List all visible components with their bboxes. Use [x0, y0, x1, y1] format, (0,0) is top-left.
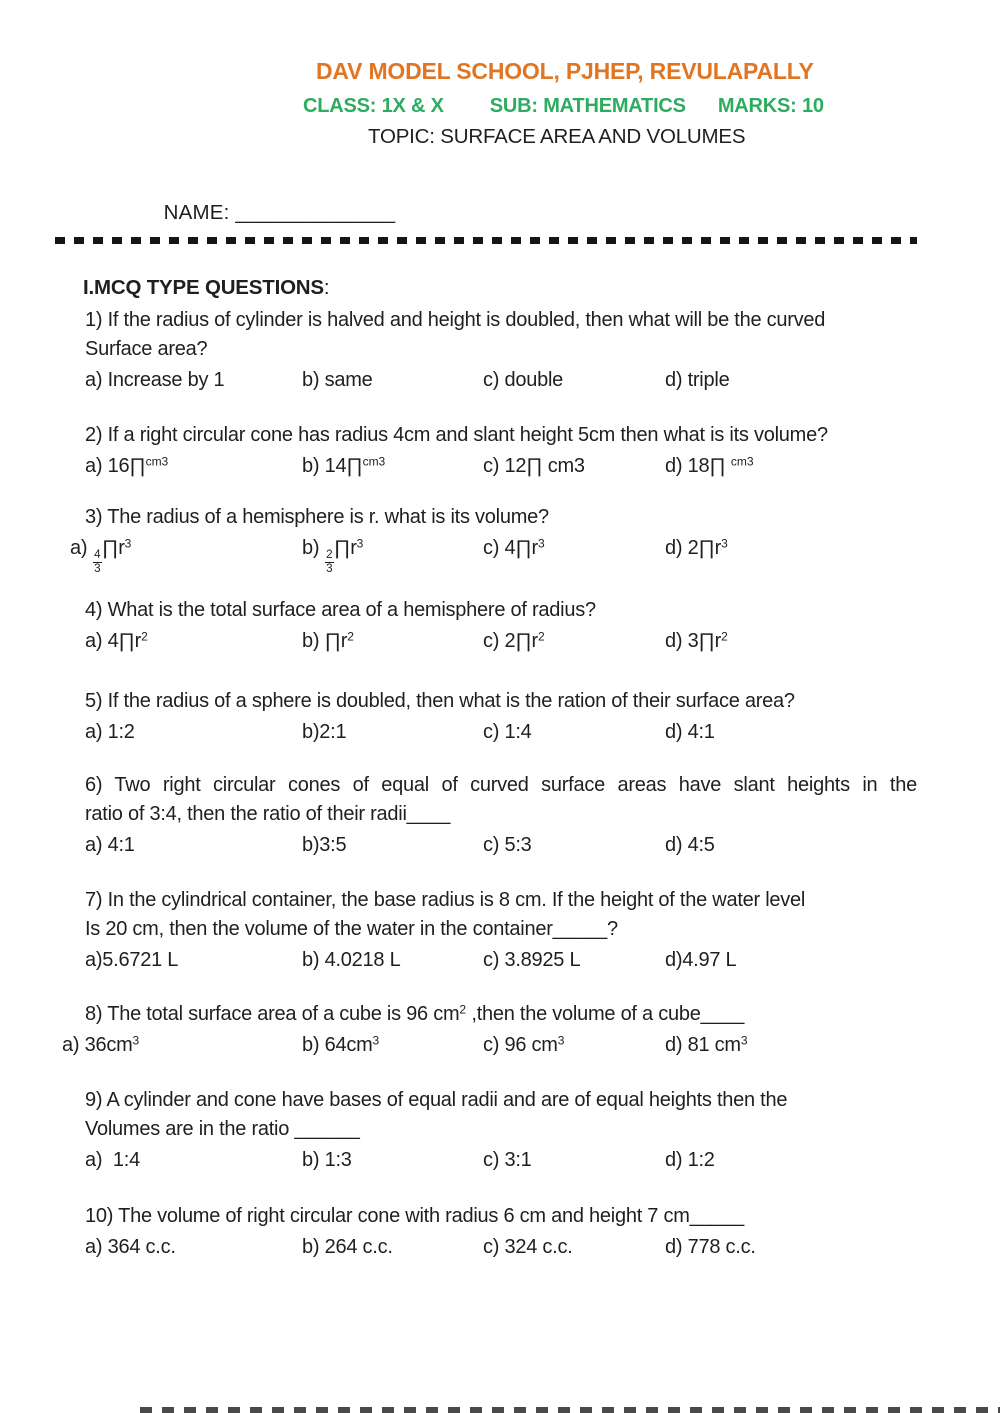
question-5-option-b: b)2:1	[302, 721, 347, 743]
question-7-option-a: a)5.6721 L	[85, 949, 179, 971]
section-title: I.MCQ TYPE QUESTIONS	[83, 276, 324, 299]
school-title: DAV MODEL SCHOOL, PJHEP, REVULAPALLY	[316, 58, 814, 84]
question-8-line-1: 8) The total surface area of a cube is 96 $cm^2$ ,then the volume of a cube____	[85, 1002, 745, 1025]
question-2-option-b: b) 14∏$^{cm3}$	[302, 454, 386, 477]
question-3-options	[70, 534, 935, 575]
question-6-line-1: 6) Two right circular cones of equal of curved surface areas have slant heights in the	[85, 774, 917, 796]
question-6-options	[83, 831, 935, 860]
question-3	[70, 503, 935, 575]
question-1-line-1: 1) If the radius of cylinder is halved and height is doubled, then what will be the curved	[85, 309, 826, 331]
question-1-option-d: d) triple	[665, 369, 730, 391]
question-6-option-b: b)3:5	[302, 834, 347, 856]
question-9-option-d: d) 1:2	[665, 1149, 715, 1171]
question-10-options	[83, 1233, 935, 1262]
question-1	[83, 306, 935, 395]
question-9-option-c: c) 3:1	[483, 1149, 532, 1171]
question-1-option-b: b) same	[302, 369, 373, 391]
question-7-option-d: d)4.97 L	[665, 949, 737, 971]
question-4-option-b: b) $\prod r^2$	[302, 629, 354, 652]
topic-line: TOPIC: SURFACE AREA AND VOLUMES	[368, 125, 746, 148]
question-1-options	[83, 366, 935, 395]
question-10-option-c: c) 324 c.c.	[483, 1236, 573, 1258]
question-10	[83, 1202, 935, 1262]
question-6-line-2: ratio of 3:4, then the ratio of their radii____	[85, 803, 451, 825]
question-8-option-c: c) 96 $cm^3$	[483, 1033, 565, 1056]
question-2-option-c: c) 12∏ cm3	[483, 455, 585, 477]
class-subject-marks-line	[303, 95, 824, 118]
question-4-option-d: d) $3\prod r^2$	[665, 629, 728, 652]
subject-label: SUB: MATHEMATICS	[489, 95, 686, 117]
question-4	[83, 596, 935, 656]
question-1-option-c: c) double	[483, 369, 564, 391]
question-7-line-1: 7) In the cylindrical container, the base radius is 8 cm. If the height of the water level	[85, 889, 806, 911]
question-1-line-2: Surface area?	[85, 338, 208, 360]
question-5	[83, 687, 935, 747]
question-4-options	[83, 627, 935, 656]
question-1-option-a: a) Increase by 1	[85, 369, 225, 391]
question-7-option-b: b) 4.0218 L	[302, 949, 401, 971]
question-3-option-c: c) $4\prod r^3$	[483, 536, 545, 559]
dashed-divider-top	[55, 237, 917, 244]
question-8-option-d: d) 81 $cm^3$	[665, 1033, 748, 1056]
question-7-option-c: c) 3.8925 L	[483, 949, 581, 971]
question-9-line-1: 9) A cylinder and cone have bases of equal radii and are of equal heights then the	[85, 1089, 788, 1111]
question-5-options	[83, 718, 935, 747]
question-9	[83, 1086, 935, 1175]
question-6-option-c: c) 5:3	[483, 834, 532, 856]
question-7-options	[83, 946, 935, 975]
question-10-option-d: d) 778 c.c.	[665, 1236, 756, 1258]
question-4-line-1: 4) What is the total surface area of a hemisphere of radius?	[85, 599, 596, 621]
dashed-divider-bottom	[140, 1407, 1000, 1413]
question-8-options	[62, 1031, 935, 1060]
question-3-option-d: d) $2\prod r^3$	[665, 536, 728, 559]
section-colon: :	[323, 276, 330, 299]
question-3-option-b: b) $\frac{2}{3}$ $\prod r^3$	[302, 536, 364, 575]
question-4-option-a: a) $4\prod r^2$	[85, 629, 148, 652]
question-5-option-c: c) 1:4	[483, 721, 532, 743]
question-3-option-a: a) $\frac{4}{3}$ $\prod r^3$	[70, 536, 132, 575]
question-9-line-2: Volumes are in the ratio ______	[85, 1118, 360, 1140]
question-10-option-a: a) 364 c.c.	[85, 1236, 176, 1258]
question-7-line-2: Is 20 cm, then the volume of the water in the container_____?	[85, 918, 618, 940]
question-5-option-a: a) 1:2	[85, 721, 135, 743]
question-10-line-1: 10) The volume of right circular cone with radius 6 cm and height 7 cm_____	[85, 1205, 745, 1227]
question-9-options	[83, 1146, 935, 1175]
question-5-line-1: 5) If the radius of a sphere is doubled, then what is the ration of their surface area?	[85, 690, 795, 712]
question-2-option-a: a) 16∏$^{cm3}$	[85, 454, 169, 477]
question-6-option-d: d) 4:5	[665, 834, 715, 856]
marks-label: MARKS: 10	[717, 95, 824, 117]
question-2-option-d: d) 18∏ $^{cm3}$	[665, 454, 754, 477]
question-9-option-b: b) 1:3	[302, 1149, 352, 1171]
question-8	[62, 1000, 935, 1060]
class-label: CLASS: 1X & X	[303, 95, 444, 117]
question-8-option-a: a) $36cm^3$	[62, 1033, 140, 1056]
question-7	[83, 886, 935, 975]
question-2-line-1: 2) If a right circular cone has radius 4cm and slant height 5cm then what is its volume?	[85, 424, 828, 446]
question-3-line-1: 3) The radius of a hemisphere is r. what is its volume?	[85, 506, 549, 528]
question-6	[83, 771, 935, 860]
question-5-option-d: d) 4:1	[665, 721, 715, 743]
section-heading	[83, 276, 329, 300]
question-10-option-b: b) 264 c.c.	[302, 1236, 393, 1258]
question-6-option-a: a) 4:1	[85, 834, 135, 856]
name-blank-line: ______________	[235, 201, 396, 224]
question-2-options	[83, 452, 935, 481]
question-2	[83, 421, 935, 481]
question-8-option-b: b) $64cm^3$	[302, 1033, 380, 1056]
question-9-option-a: a) 1:4	[85, 1149, 140, 1171]
question-4-option-c: c) $2\prod r^2$	[483, 629, 545, 652]
name-label: NAME:	[163, 201, 236, 224]
